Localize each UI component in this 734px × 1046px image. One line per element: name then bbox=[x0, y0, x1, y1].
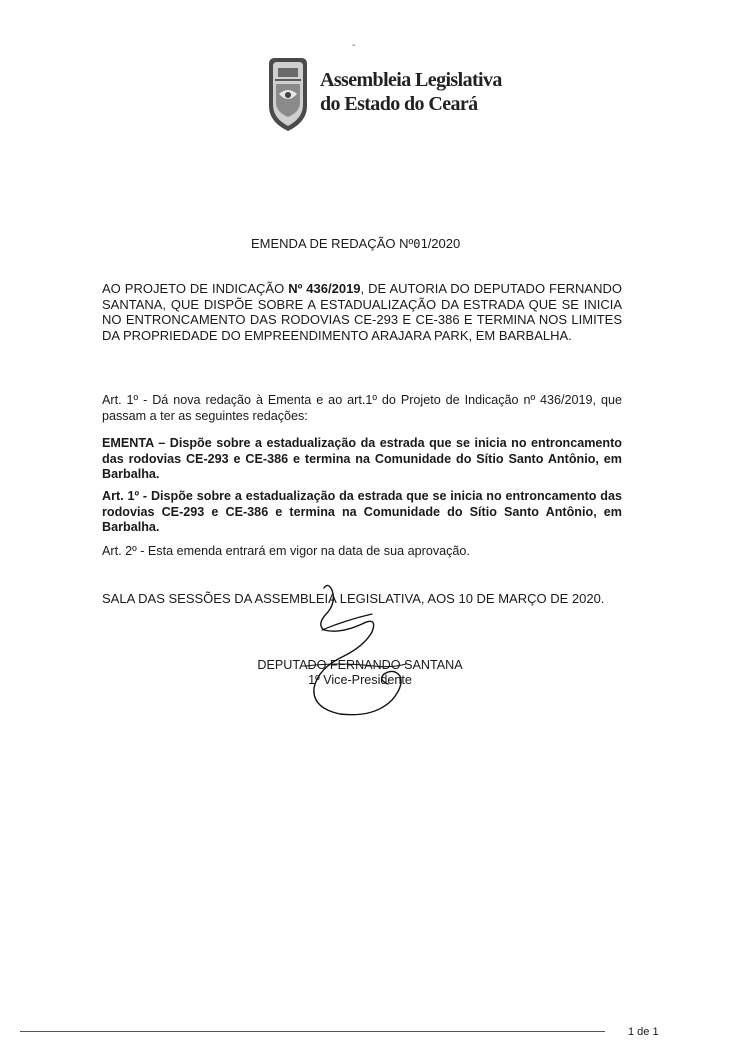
header-mark: - bbox=[352, 40, 356, 51]
coat-of-arms-seal bbox=[263, 54, 313, 134]
article-1-text: Art. 1º - Dispõe sobre a estadualização da estrada que se inicia no entroncamento das rodovias CE-293 e CE-386 e termina na Comunidade do Sítio Santo Antônio, em Barbalha. bbox=[102, 489, 622, 534]
institution-name-line1: Assembleia Legislativa bbox=[320, 69, 502, 91]
intro-post: , DE AUTORIA DO DEPUTADO FERNANDO SANTANA, QUE DISPÕE SOBRE A ESTADUALIZAÇÃO DA ESTRADA QUE SE INICIA NO ENTRONCAMENTO DAS RODOVIAS CE-293 E CE-386 E TERMINA NOS LIMITES DA PROPRIEDADE DO EMPREENDIMENTO ARAJARA PARK, EM BARBALHA. bbox=[102, 281, 622, 343]
heading-prefix: EMENDA DE REDAÇÃO Nº bbox=[251, 236, 414, 251]
signer-role: 1º Vice-Presidente bbox=[308, 673, 412, 687]
heading-suffix: /2020 bbox=[427, 236, 461, 251]
institution-name bbox=[320, 68, 502, 116]
page-indicator: 1 de 1 bbox=[628, 1026, 659, 1038]
institution-name-line2: do Estado do Ceará bbox=[320, 93, 478, 115]
intro-project-ref: Nº 436/2019 bbox=[288, 281, 361, 296]
closing-line: SALA DAS SESSÕES DA ASSEMBLEIA LEGISLATIVA, AOS 10 DE MARÇO DE 2020. bbox=[102, 591, 605, 606]
intro-pre: AO PROJETO DE INDICAÇÃO bbox=[102, 281, 289, 296]
article-2: Art. 2º - Esta emenda entrará em vigor na data de sua aprovação. bbox=[102, 544, 470, 558]
article-1-intro: Art. 1º - Dá nova redação à Ementa e ao art.1º do Projeto de Indicação nº 436/2019, que passam a ter as seguintes redações: bbox=[102, 393, 622, 423]
handwritten-signature bbox=[288, 584, 428, 724]
document-heading bbox=[251, 236, 460, 251]
footer-divider bbox=[20, 1031, 605, 1032]
ementa-paragraph: EMENTA – Dispõe sobre a estadualização da estrada que se inicia no entroncamento das rodovias CE-293 e CE-386 e termina na Comunidade do Sítio Santo Antônio, em Barbalha. bbox=[102, 436, 622, 481]
heading-number: 01 bbox=[413, 237, 428, 251]
signer-name: DEPUTADO FERNANDO SANTANA bbox=[257, 658, 463, 672]
amendment-intro bbox=[102, 281, 622, 343]
